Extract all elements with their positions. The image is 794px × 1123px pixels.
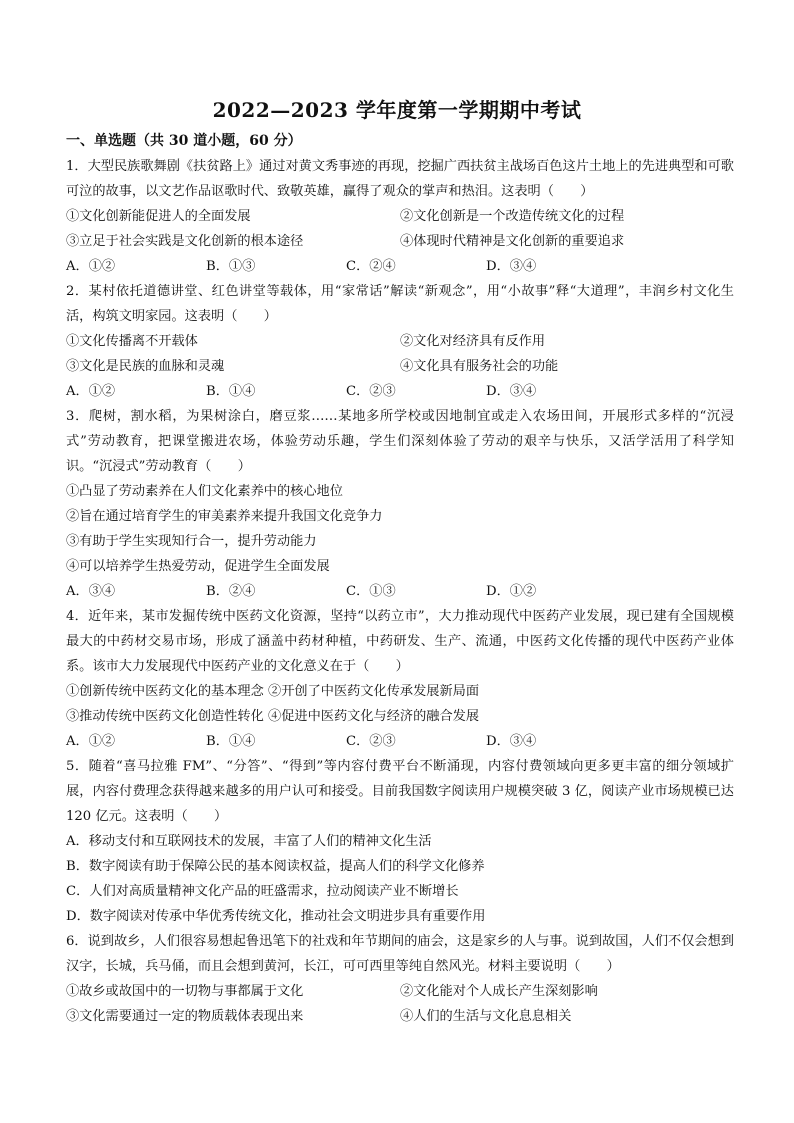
question-stem: 2．某村依托道德讲堂、红色讲堂等载体，用“家常话”解读“新观念”，用“小故事”释“大道理”，丰润乡村文化生活，构筑文明家园。这表明（ ） <box>66 284 734 324</box>
option-a: A．①② <box>66 384 116 399</box>
option-b: B．①④ <box>206 384 256 399</box>
question-stem: 3．爬树，割水稻，为果树涂白，磨豆浆……某地多所学校或因地制宜或走入农场田间，开展形式多样的“沉浸式”劳动教育，把课堂搬进农场，体验劳动乐趣，学生们深刻体验了劳动的艰辛与快乐，又活学活用了科学知识。“沉浸式”劳动教育（ ） <box>66 409 734 474</box>
question-4 <box>66 604 734 754</box>
option-b: B．数字阅读有助于保障公民的基本阅读权益，提高人们的科学文化修养 <box>66 859 485 874</box>
question-stem: 1．大型民族歌舞剧《扶贫路上》通过对黄文秀事迹的再现，挖掘广西扶贫主战场百色这片土地上的先进典型和可歌可泣的故事，以文艺作品讴歌时代、致敬英雄，赢得了观众的掌声和热泪。这表明（ ） <box>66 159 734 199</box>
answer-options <box>66 254 734 279</box>
option-d: D．③④ <box>486 734 537 749</box>
option-b: B．②④ <box>206 584 256 599</box>
statement: ③立足于社会实践是文化创新的根本途径 <box>66 234 304 249</box>
answer-options <box>66 379 734 404</box>
option-b: B．①③ <box>206 259 256 274</box>
statement: ④人们的生活与文化息息相关 <box>400 1009 572 1024</box>
question-3 <box>66 404 734 604</box>
statement: ③推动传统中医药文化创造性转化 ④促进中医药文化与经济的融合发展 <box>66 709 480 724</box>
option-a: A．移动支付和互联网技术的发展，丰富了人们的精神文化生活 <box>66 834 432 849</box>
question-5 <box>66 754 734 929</box>
statement: ①文化传播离不开载体 <box>66 334 198 349</box>
statement-row <box>66 329 734 354</box>
statement-row <box>66 354 734 379</box>
statement: ①故乡或故国中的一切物与事都属于文化 <box>66 984 304 999</box>
question-1 <box>66 154 734 279</box>
answer-options <box>66 579 734 604</box>
option-c: C．②③ <box>346 384 396 399</box>
option-d: D．数字阅读对传承中华优秀传统文化，推动社会文明进步具有重要作用 <box>66 909 486 924</box>
option-a: A．①② <box>66 734 116 749</box>
option-c: C．②③ <box>346 734 396 749</box>
statement: ③有助于学生实现知行合一，提升劳动能力 <box>66 534 317 549</box>
option-a: A．①② <box>66 259 116 274</box>
statement: ②文化能对个人成长产生深刻影响 <box>400 984 598 999</box>
statement: ④体现时代精神是文化创新的重要追求 <box>400 234 625 249</box>
statement: ④可以培养学生热爱劳动，促进学生全面发展 <box>66 559 330 574</box>
question-stem: 6．说到故乡，人们很容易想起鲁迅笔下的社戏和年节期间的庙会，这是家乡的人与事。说到故国，人们不仅会想到汉字，长城，兵马俑，而且会想到黄河，长江，可可西里等纯自然风光。材料主要说明（ ） <box>66 934 734 974</box>
answer-options <box>66 729 734 754</box>
question-6 <box>66 929 734 1029</box>
statement-row <box>66 979 734 1004</box>
statement: ①创新传统中医药文化的基本理念 ②开创了中医药文化传承发展新局面 <box>66 684 480 699</box>
statement: ①文化创新能促进人的全面发展 <box>66 209 251 224</box>
statement: ④文化具有服务社会的功能 <box>400 359 559 374</box>
option-c: C．②④ <box>346 259 396 274</box>
option-c: C．人们对高质量精神文化产品的旺盛需求，拉动阅读产业不断增长 <box>66 884 459 899</box>
statement-row <box>66 1004 734 1029</box>
statement: ①凸显了劳动素养在人们文化素养中的核心地位 <box>66 484 343 499</box>
statement: ②旨在通过培育学生的审美素养来提升我国文化竞争力 <box>66 509 383 524</box>
question-2 <box>66 279 734 404</box>
statement: ③文化是民族的血脉和灵魂 <box>66 359 225 374</box>
option-d: D．③④ <box>486 259 537 274</box>
option-a: A．③④ <box>66 584 116 599</box>
question-stem: 5．随着“喜马拉雅 FM”、“分答”、“得到”等内容付费平台不断涌现，内容付费领域向更多更丰富的细分领域扩展，内容付费理念获得越来越多的用户认可和接受。目前我国数字阅读用户规模突破 3 亿，阅读产业市场规模已达 120 亿元。这表明（ ） <box>66 759 734 824</box>
option-c: C．①③ <box>346 584 396 599</box>
statement-row <box>66 204 734 229</box>
exam-title: 2022—2023 学年度第一学期期中考试 <box>212 98 582 122</box>
statement: ③文化需要通过一定的物质载体表现出来 <box>66 1009 304 1024</box>
question-stem: 4．近年来，某市发掘传统中医药文化资源，坚持“以药立市”，大力推动现代中医药产业发展，现已建有全国规模最大的中药材交易市场，形成了涵盖中药材种植，中药研发、生产、流通，中医药文化传播的现代中医药产业体系。该市大力发展现代中医药产业的文化意义在于（ ） <box>66 609 734 674</box>
section-heading: 一、单选题（共 30 道小题，60 分） <box>66 133 302 149</box>
statement: ②文化对经济具有反作用 <box>400 334 546 349</box>
statement: ②文化创新是一个改造传统文化的过程 <box>400 209 625 224</box>
option-d: D．①② <box>486 584 537 599</box>
option-d: D．③④ <box>486 384 537 399</box>
option-b: B．①④ <box>206 734 256 749</box>
statement-row <box>66 229 734 254</box>
questions-list <box>66 154 734 1029</box>
